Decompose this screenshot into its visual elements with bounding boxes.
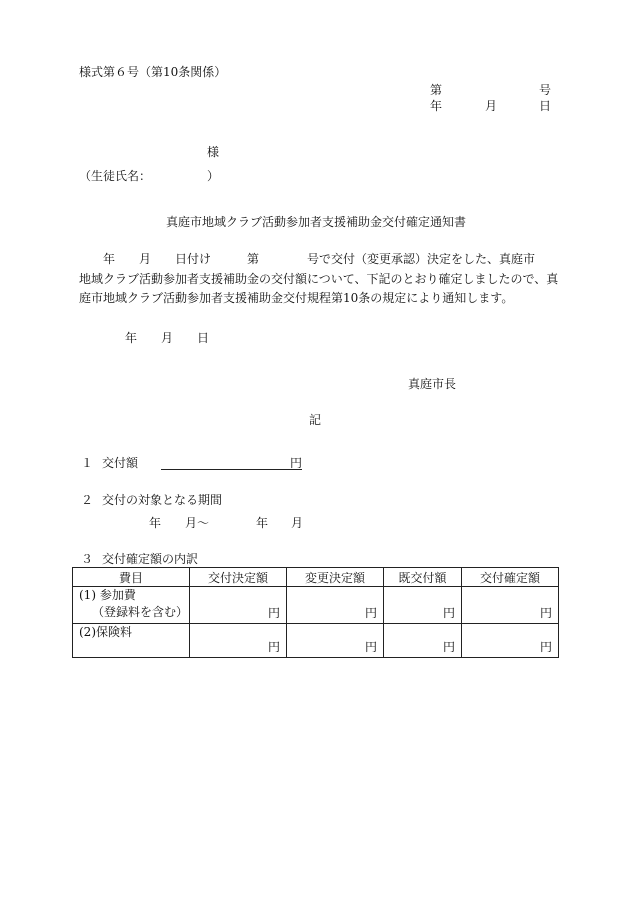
date-hi: 日 xyxy=(197,331,210,345)
section1-amount-field xyxy=(161,469,302,470)
header-cell-confirmed: 交付確定額 xyxy=(461,568,558,587)
date-tsuki: 月 xyxy=(161,331,174,345)
section2-number: ２ xyxy=(81,493,94,507)
section3-number: ３ xyxy=(81,552,94,566)
section2-tsuki2: 月 xyxy=(291,516,304,530)
section3-label: 交付確定額の内訳 xyxy=(102,552,199,566)
item-cell xyxy=(73,624,190,658)
breakdown-table xyxy=(72,567,559,658)
header-cell-changed: 変更決定額 xyxy=(287,568,384,587)
header-go: 号 xyxy=(539,83,552,97)
body-line-1: 年 月 日付け 第 号で交付（変更承認）決定をした、真庭市 xyxy=(79,252,536,266)
item-label: (2)保険料 xyxy=(79,625,132,639)
value-cell: 円 xyxy=(384,624,462,658)
value-cell: 円 xyxy=(287,587,384,624)
body-paragraph xyxy=(79,246,559,312)
section2-label: 交付の対象となる期間 xyxy=(102,493,223,507)
section2-nen1: 年 xyxy=(149,516,162,530)
header-hi: 日 xyxy=(539,99,552,113)
student-name-close: ） xyxy=(207,169,220,183)
section1-label: 交付額 xyxy=(102,456,139,470)
value-cell: 円 xyxy=(190,624,287,658)
section1-number: １ xyxy=(81,456,94,470)
value-cell: 円 xyxy=(287,624,384,658)
header-dai: 第 xyxy=(430,83,443,97)
body-line-2: 地域クラブ活動参加者支援補助金の交付額について、下記のとおり確定しましたので、真 xyxy=(79,272,559,286)
table-row xyxy=(73,624,559,658)
header-cell-decided: 交付決定額 xyxy=(190,568,287,587)
value-cell: 円 xyxy=(461,624,558,658)
value-cell: 円 xyxy=(190,587,287,624)
table-header-row xyxy=(73,568,559,587)
addressee-sama: 様 xyxy=(207,145,220,159)
item-cell xyxy=(73,587,190,624)
section2-nen2: 年 xyxy=(256,516,269,530)
table-row xyxy=(73,587,559,624)
value-cell: 円 xyxy=(384,587,462,624)
header-cell-paid: 既交付額 xyxy=(384,568,462,587)
header-tsuki: 月 xyxy=(485,99,498,113)
body-line-3: 庭市地域クラブ活動参加者支援補助金交付規程第10条の規定により通知します。 xyxy=(79,291,514,305)
issuer: 真庭市長 xyxy=(408,377,457,391)
section1-unit: 円 xyxy=(290,456,303,470)
date-nen: 年 xyxy=(125,331,138,345)
value-cell: 円 xyxy=(461,587,558,624)
document-title: 真庭市地域クラブ活動参加者支援補助金交付確定通知書 xyxy=(166,215,467,229)
ki-heading: 記 xyxy=(309,413,322,427)
header-nen: 年 xyxy=(430,99,443,113)
item-note: （登録料を含む） xyxy=(92,605,189,619)
section2-tsuki1: 月～ xyxy=(185,516,210,530)
form-id: 様式第６号（第10条関係） xyxy=(79,65,227,79)
student-name-label: （生徒氏名： xyxy=(79,169,152,183)
header-cell-item: 費目 xyxy=(73,568,190,587)
item-label: (1) 参加費 xyxy=(79,588,136,602)
